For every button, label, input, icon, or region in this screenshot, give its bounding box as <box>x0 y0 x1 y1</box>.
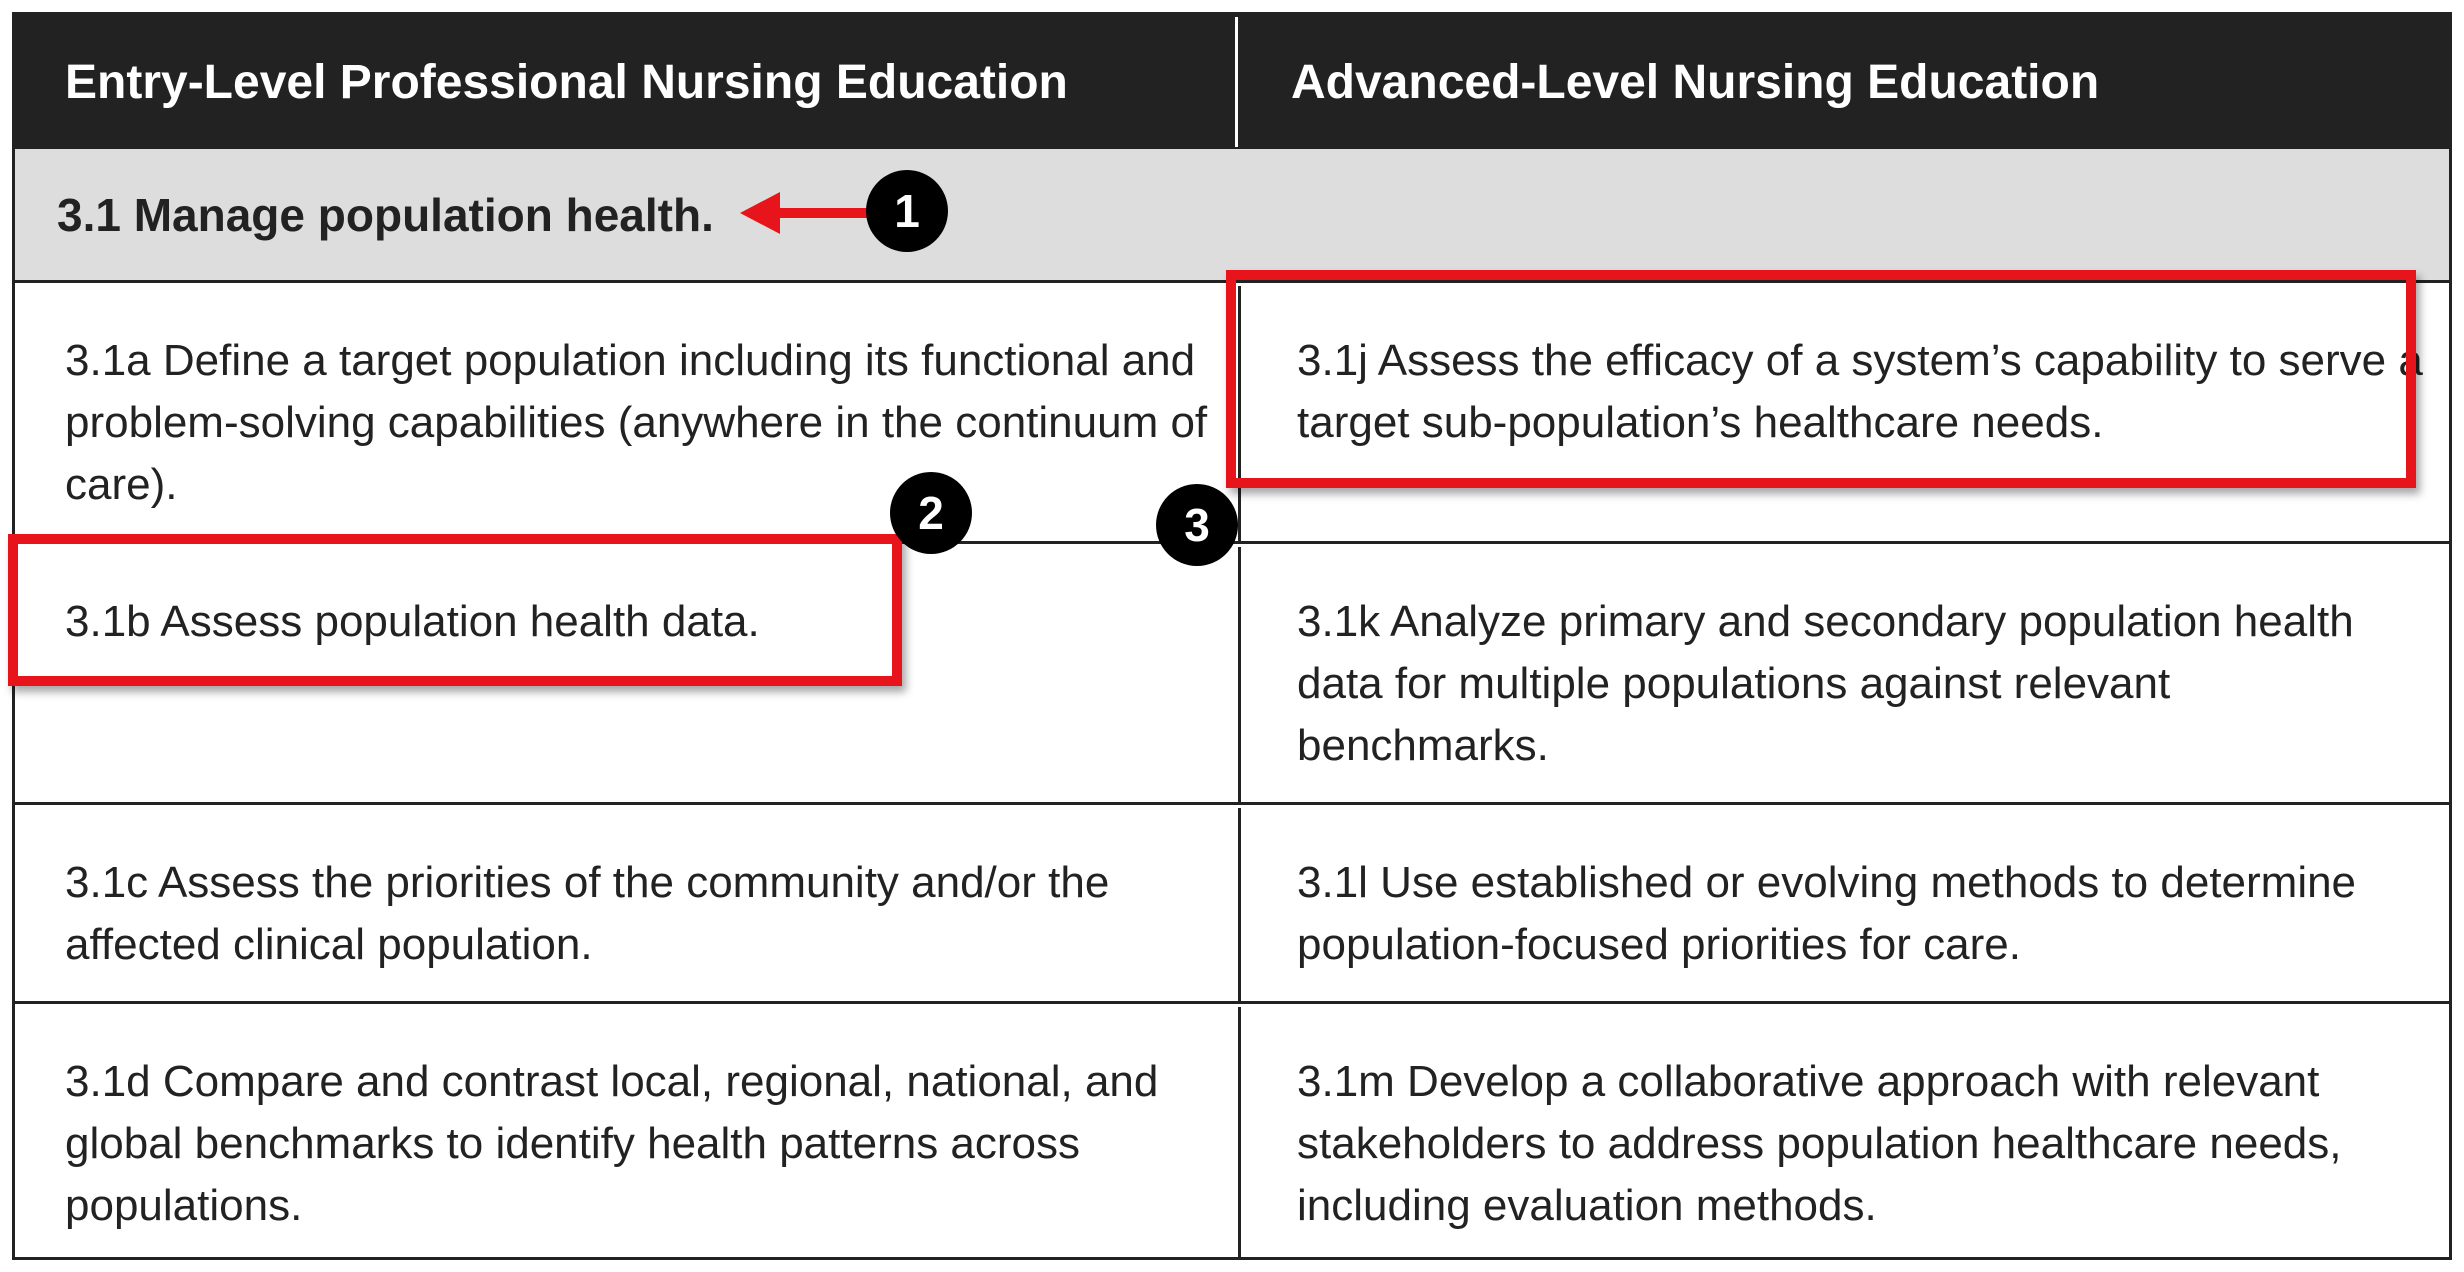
callout-badge-3: 3 <box>1156 484 1238 566</box>
cell-3-1m: 3.1m Develop a collaborative approach with relevant stakeholders to address population healthcare needs, including evaluation methods. <box>1238 1007 2449 1257</box>
cell-3-1a: 3.1a Define a target population including its functional and problem-solving capabilities (anywhere in the continuum of care). <box>65 336 1208 509</box>
table-row <box>15 808 2449 1004</box>
cell-3-1k: 3.1k Analyze primary and secondary population health data for multiple populations against relevant benchmarks. <box>1238 547 2449 802</box>
header-entry-level: Entry-Level Professional Nursing Education <box>65 55 1068 109</box>
header-advanced-level: Advanced-Level Nursing Education <box>1291 55 2100 109</box>
cell-3-1j: 3.1j Assess the efficacy of a system’s capability to serve a target sub-population’s healthcare needs. <box>1238 286 2449 541</box>
highlight-box-3-1j <box>1226 270 2416 488</box>
table-header <box>15 15 2449 149</box>
cell-3-1c: 3.1c Assess the priorities of the community and/or the affected clinical population. <box>65 858 1110 969</box>
section-title: 3.1 Manage population health. <box>15 149 2449 283</box>
cell-3-1l: 3.1l Use established or evolving methods to determine population-focused priorities for care. <box>1238 808 2449 1001</box>
cell-3-1d: 3.1d Compare and contrast local, regional, national, and global benchmarks to identify health patterns across populations. <box>65 1057 1159 1230</box>
cell-3-1b: 3.1b Assess population health data. <box>65 597 760 646</box>
table-row <box>15 1007 2449 1257</box>
highlight-box-3-1b <box>8 534 902 686</box>
callout-badge-1: 1 <box>866 170 948 252</box>
callout-badge-2: 2 <box>890 472 972 554</box>
red-arrow-icon <box>740 186 880 240</box>
